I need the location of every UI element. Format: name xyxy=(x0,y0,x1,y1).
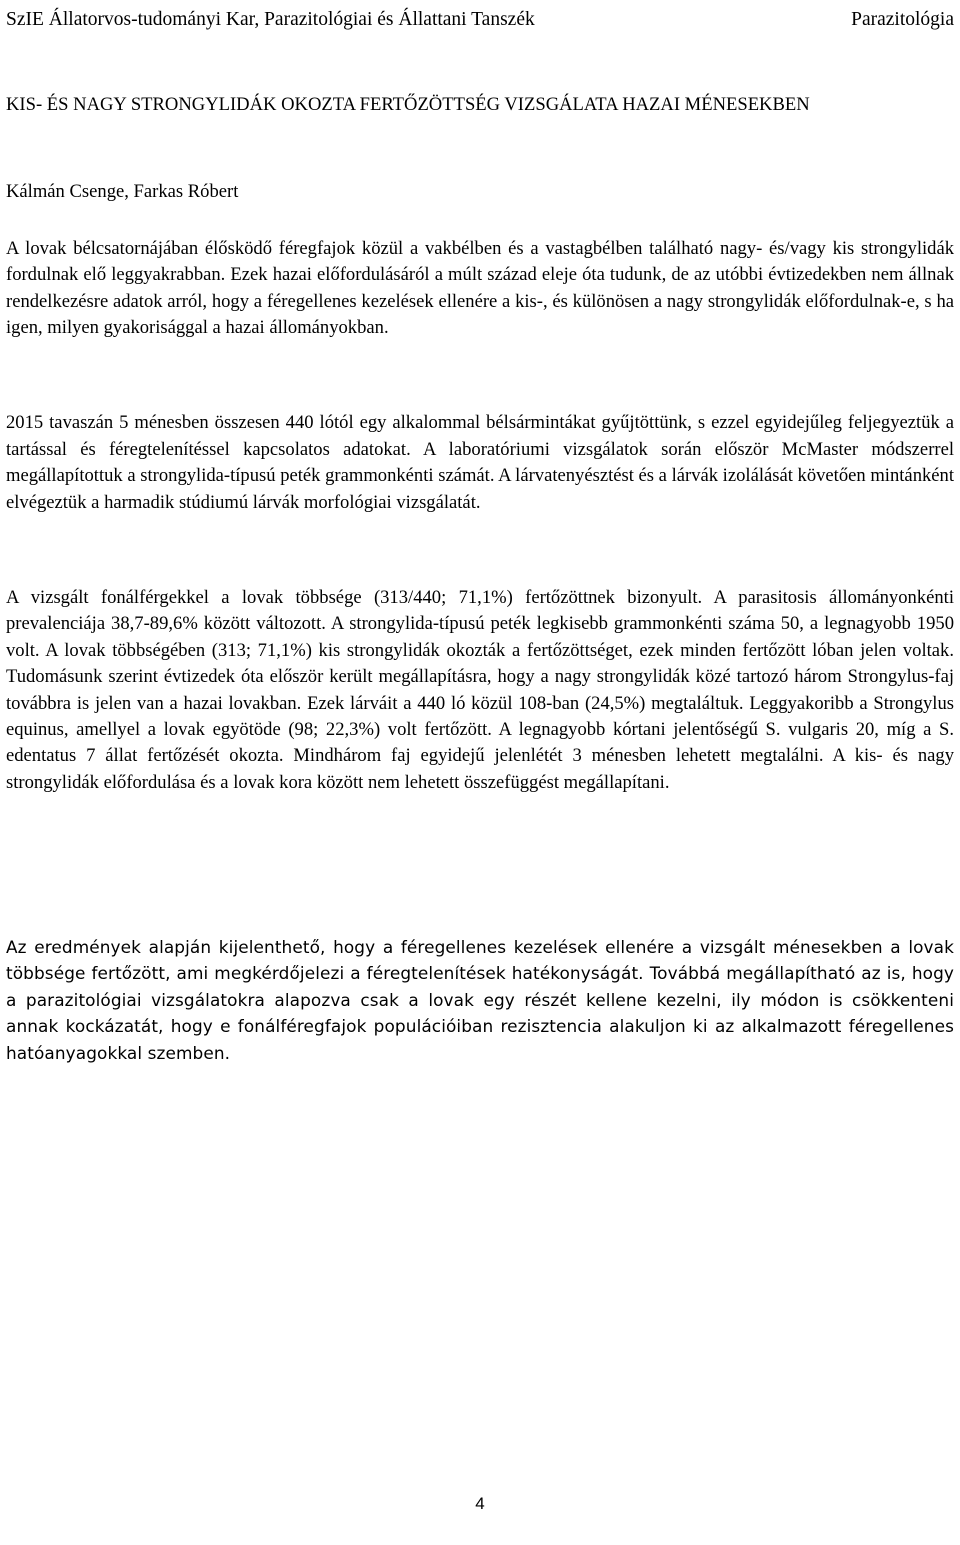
paragraph-introduction: A lovak bélcsatornájában élősködő féregfajok közül a vakbélben és a vastagbélben található nagy- és/vagy kis strongylidák fordulnak elő leggyakrabban. Ezek hazai előfordulásáról a múlt század eleje óta tudunk, de az utóbbi évtizedekben nem állnak rendelkezésre adatok arról, hogy a féregellenes kezelések ellenére a kis-, és különösen a nagy strongylidák előfordulnak-e, s ha igen, milyen gyakorisággal a hazai állományokban. xyxy=(6,238,954,339)
paragraph-results: A vizsgált fonálférgekkel a lovak többsége (313/440; 71,1%) fertőzöttnek bizonyult. A parasitosis állományonkénti prevalenciája 38,7-89,6% között változott. A strongylida-típusú peték legkisebb grammonkénti száma 50, a legnagyobb 1950 volt. A lovak többségében (313; 71,1%) kis strongylidák okozták a fertőzöttséget, ezek minden fertőzött lóban jelen voltak. Tudomásunk szerint évtizedek óta először került megállapításra, hogy a nagy strongylidák közé tartozó három Strongylus-faj továbbra is jelen van a hazai lovakban. Ezek lárváit a 440 ló közül 108-ban (24,5%) megtaláltuk. Leggyakoribb a Strongylus equinus, amellyel a lovak egyötöde (98; 22,3%) volt fertőzött. A legnagyobb kórtani jelentőségű S. vulgaris 20, míg a S. edentatus 7 állat fertőzését okozta. Mindhárom faj egyidejű jelenlétét 3 ménesben lehetett megtalálni. A kis- és nagy strongylidák előfordulása és a lovak kora között nem lehetett összefüggést megállapítani. xyxy=(6,587,954,793)
header-institution: SzIE Állatorvos-tudományi Kar, Parazitológiai és Állattani Tanszék xyxy=(6,9,535,30)
article-title: KIS- ÉS NAGY STRONGYLIDÁK OKOZTA FERTŐZÖTTSÉG VIZSGÁLATA HAZAI MÉNESEKBEN xyxy=(6,94,810,115)
paragraph-methods: 2015 tavaszán 5 ménesben összesen 440 lótól egy alkalommal bélsármintákat gyűjtöttünk, s ezzel egyidejűleg feljegyeztük a tartással és féregtelenítéssel kapcsolatos adatokat. A laboratóriumi vizsgálatok során először McMaster módszerrel megállapítottuk a strongylida-típusú peték grammonkénti számát. A lárvatenyésztést és a lárvák izolálását követően mintánként elvégeztük a harmadik stúdiumú lárvák morfológiai vizsgálatát. xyxy=(6,412,954,513)
paragraph-conclusion: Az eredmények alapján kijelenthető, hogy a féregellenes kezelések ellenére a vizsgált ménesekben a lovak többsége fertőzött, ami megkérdőjelezi a féregtelenítések hatékonyságát. Továbbá megállapítható az is, hogy a parazitológiai vizsgálatokra alapozva csak a lovak egy részét kellene kezelni, ily módon is csökkenteni annak kockázatát, hogy e fonálféregfajok populációiban rezisztencia alakuljon ki az alkalmazott féregellenes hatóanyagokkal szemben. xyxy=(6,937,954,1063)
running-header xyxy=(6,8,954,38)
header-subject: Parazitológia xyxy=(851,9,954,30)
page-number: 4 xyxy=(475,1494,485,1513)
article-authors: Kálmán Csenge, Farkas Róbert xyxy=(6,181,239,202)
